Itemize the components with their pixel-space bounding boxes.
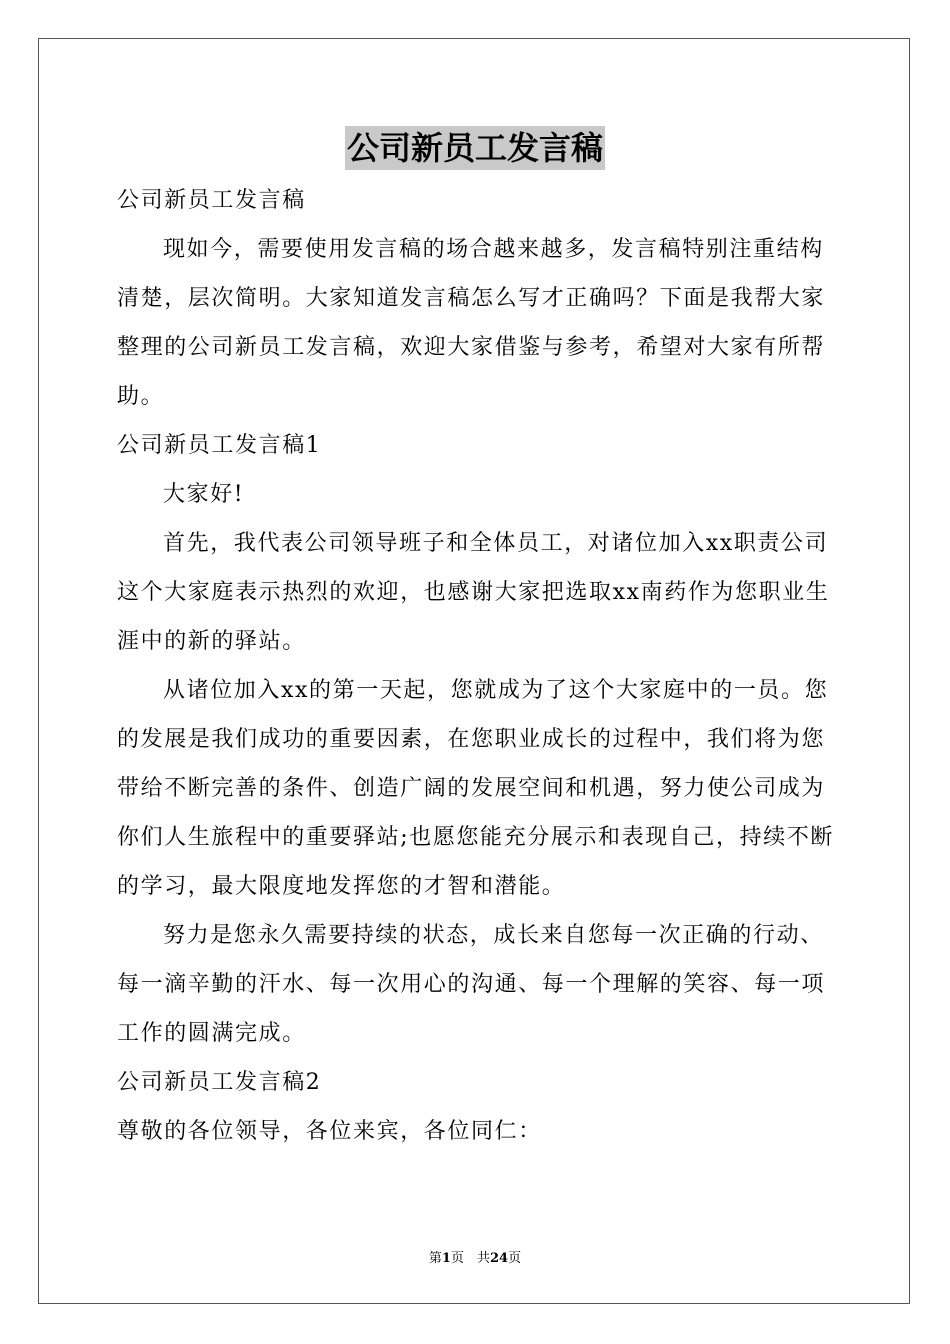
title-container — [0, 126, 950, 170]
section-heading: 公司新员工发言稿1 — [117, 433, 322, 458]
paragraph: 努力是您永久需要持续的状态，成长来自您每一次正确的行动、每一滴辛勤的汗水、每一次用心的沟通、每一个理解的笑容、每一项工作的圆满完成。 — [117, 923, 826, 1046]
paragraph: 大家好! — [163, 482, 245, 507]
paragraph: 首先，我代表公司领导班子和全体员工，对诸位加入xx职责公司这个大家庭表示热烈的欢迎，也感谢大家把选取xx南药作为您职业生涯中的新的驿站。 — [117, 531, 830, 654]
footer-suffix: 页 — [508, 1251, 522, 1266]
footer-mid: 页 共 — [450, 1251, 490, 1266]
footer-total-pages: 24 — [489, 1251, 509, 1266]
document-title: 公司新员工发言稿 — [345, 126, 605, 170]
paragraph: 从诸位加入xx的第一天起，您就成为了这个大家庭中的一员。您的发展是我们成功的重要因素，在您职业成长的过程中，我们将为您带给不断完善的条件、创造广阔的发展空间和机遇，努力使公司成为你们人生旅程中的重要驿站;也愿您能充分展示和表现自己，持续不断的学习，最大限度地发挥您的才智和潜能。 — [117, 678, 835, 899]
page-footer — [0, 1247, 950, 1266]
paragraph: 公司新员工发言稿 — [117, 188, 306, 213]
section-heading: 公司新员工发言稿2 — [117, 1070, 322, 1095]
document-body — [117, 176, 835, 1156]
footer-prefix: 第 — [428, 1251, 442, 1266]
paragraph: 现如今，需要使用发言稿的场合越来越多，发言稿特别注重结构清楚，层次简明。大家知道发言稿怎么写才正确吗？下面是我帮大家整理的公司新员工发言稿，欢迎大家借鉴与参考，希望对大家有所帮助。 — [117, 237, 826, 409]
footer-page-number: 1 — [441, 1251, 451, 1266]
paragraph: 尊敬的各位领导，各位来宾，各位同仁： — [117, 1119, 542, 1144]
